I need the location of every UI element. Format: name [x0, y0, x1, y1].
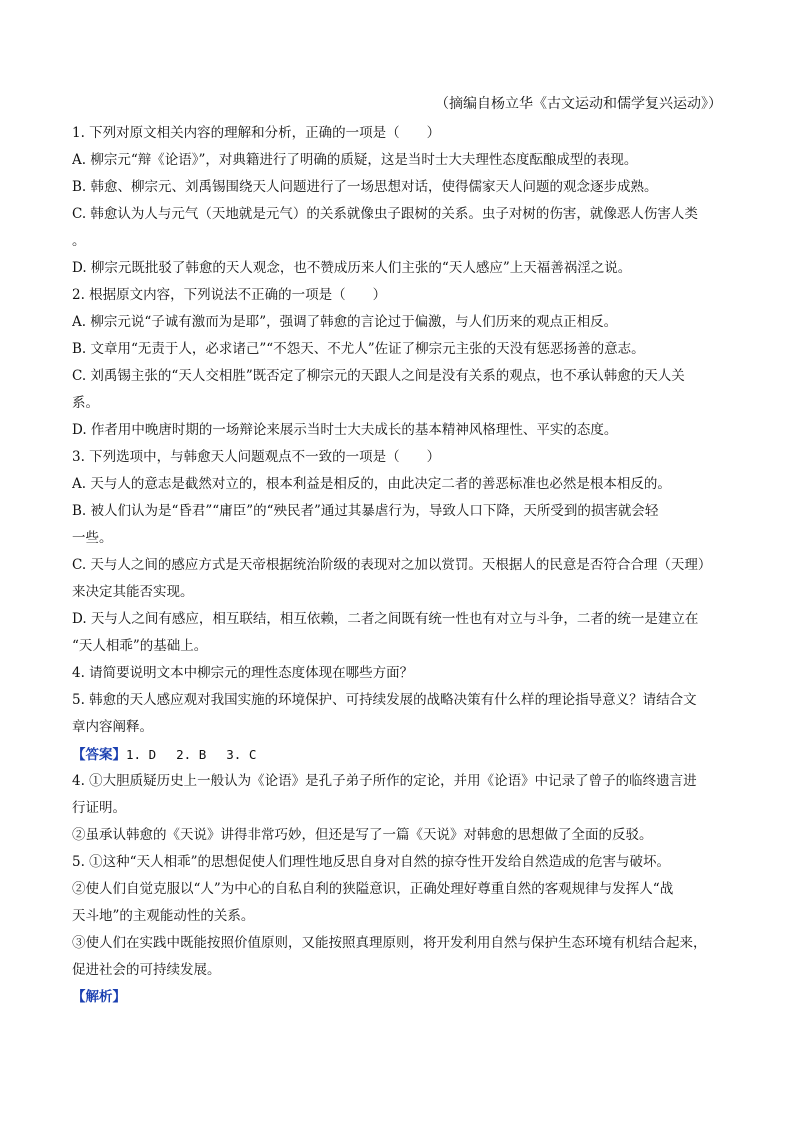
option-c-continued: 。: [72, 233, 86, 249]
analysis-line: [72, 984, 726, 1011]
analysis-heading: 【解析】: [72, 989, 126, 1005]
answer-4-point-1-continued: 行证明。: [72, 800, 126, 816]
question-stem: 2. 根据原文内容，下列说法不正确的一项是（ ）: [72, 287, 387, 303]
question-1: [72, 120, 726, 282]
answer-heading: 【答案】: [72, 747, 126, 763]
question-4: 4. 请简要说明文本中柳宗元的理性态度体现在哪些方面？: [72, 665, 414, 681]
option-b: B. 韩愈、柳宗元、刘禹锡围绕天人问题进行了一场思想对话，使得儒家天人问题的观念逐步成熟。: [72, 179, 658, 195]
question-3: [72, 444, 726, 660]
option-d-continued: “天人相乖”的基础上。: [72, 638, 208, 654]
option-c-continued: 系。: [72, 395, 99, 411]
source-citation: （摘编自杨立华《古文运动和儒学复兴运动》）: [435, 96, 722, 112]
option-d: D. 作者用中晚唐时期的一场辩论来展示当时士大夫成长的基本精神风格理性、平实的态度。: [72, 422, 618, 438]
answer-4-point-2: ②虽承认韩愈的《天说》讲得非常巧妙，但还是写了一篇《天说》对韩愈的思想做了全面的反驳。: [72, 827, 653, 843]
question-5-continued: 章内容阐释。: [72, 719, 153, 735]
question-stem: 3. 下列选项中，与韩愈天人问题观点不一致的一项是（ ）: [72, 449, 441, 465]
answer-section: [72, 741, 726, 984]
option-a: A. 天与人的意志是截然对立的，根本利益是相反的，由此决定二者的善恶标准也必然是根本相反的。: [72, 476, 671, 492]
answer-line: [72, 741, 726, 768]
document-body: [72, 120, 726, 1011]
option-c: C. 韩愈认为人与元气（天地就是元气）的关系就像虫子跟树的关系。虫子对树的伤害，就像恶人伤害人类: [72, 206, 698, 222]
question-2: [72, 282, 726, 444]
question-5: 5. 韩愈的天人感应观对我国实施的环境保护、可持续发展的战略决策有什么样的理论指导意义？请结合文: [72, 692, 697, 708]
option-c: C. 刘禹锡主张的“天人交相胜”既否定了柳宗元的天跟人之间是没有关系的观点，也不承认韩愈的天人关: [72, 368, 685, 384]
answer-5-point-1: 5. ①这种“天人相乖”的思想促使人们理性地反思自身对自然的掠夺性开发给自然造成的危害与破坏。: [72, 854, 670, 870]
answer-5-point-3: ③使人们在实践中既能按照价值原则，又能按照真理原则，将开发利用自然与保护生态环境有机结合起来，: [72, 935, 707, 951]
option-c-continued: 来决定其能否实现。: [72, 584, 194, 600]
answer-5-point-2: ②使人们自觉克服以“人”为中心的自私自利的狭隘意识，正确处理好尊重自然的客观规律与发挥人“战: [72, 881, 674, 897]
option-a: A. 柳宗元说“子诚有激而为是耶”，强调了韩愈的言论过于偏激，与人们历来的观点正相反。: [72, 314, 618, 330]
option-d: D. 天与人之间有感应，相互联结，相互依赖，二者之间既有统一性也有对立与斗争，二者的统一是建立在: [72, 611, 699, 627]
answer-4-point-1: 4. ①大胆质疑历史上一般认为《论语》是孔子弟子所作的定论，并用《论语》中记录了曾子的临终遗言进: [72, 773, 697, 789]
option-b: B. 被人们认为是“昏君”“庸臣”的“殃民者”通过其暴虐行为，导致人口下降，天所受到的损害就会轻: [72, 503, 659, 519]
option-c: C. 天与人之间的感应方式是天帝根据统治阶级的表现对之加以赏罚。天根据人的民意是否符合合理（天理）: [72, 557, 712, 573]
answer-choices: 1. D 2. B 3. C: [126, 747, 257, 762]
option-b-continued: 一些。: [72, 530, 113, 546]
answer-5-point-3-continued: 促进社会的可持续发展。: [72, 962, 221, 978]
option-a: A. 柳宗元“辩《论语》”，对典籍进行了明确的质疑，这是当时士大夫理性态度酝酿成型的表现。: [72, 152, 638, 168]
answer-5-point-2-continued: 天斗地”的主观能动性的关系。: [72, 908, 255, 924]
option-d: D. 柳宗元既批驳了韩愈的天人观念，也不赞成历来人们主张的“天人感应”上天福善祸淫之说。: [72, 260, 632, 276]
option-b: B. 文章用“无责于人，必求诸己”“不怨天、不尤人”佐证了柳宗元主张的天没有惩恶扬善的意志。: [72, 341, 645, 357]
question-stem: 1. 下列对原文相关内容的理解和分析，正确的一项是（ ）: [72, 125, 441, 141]
